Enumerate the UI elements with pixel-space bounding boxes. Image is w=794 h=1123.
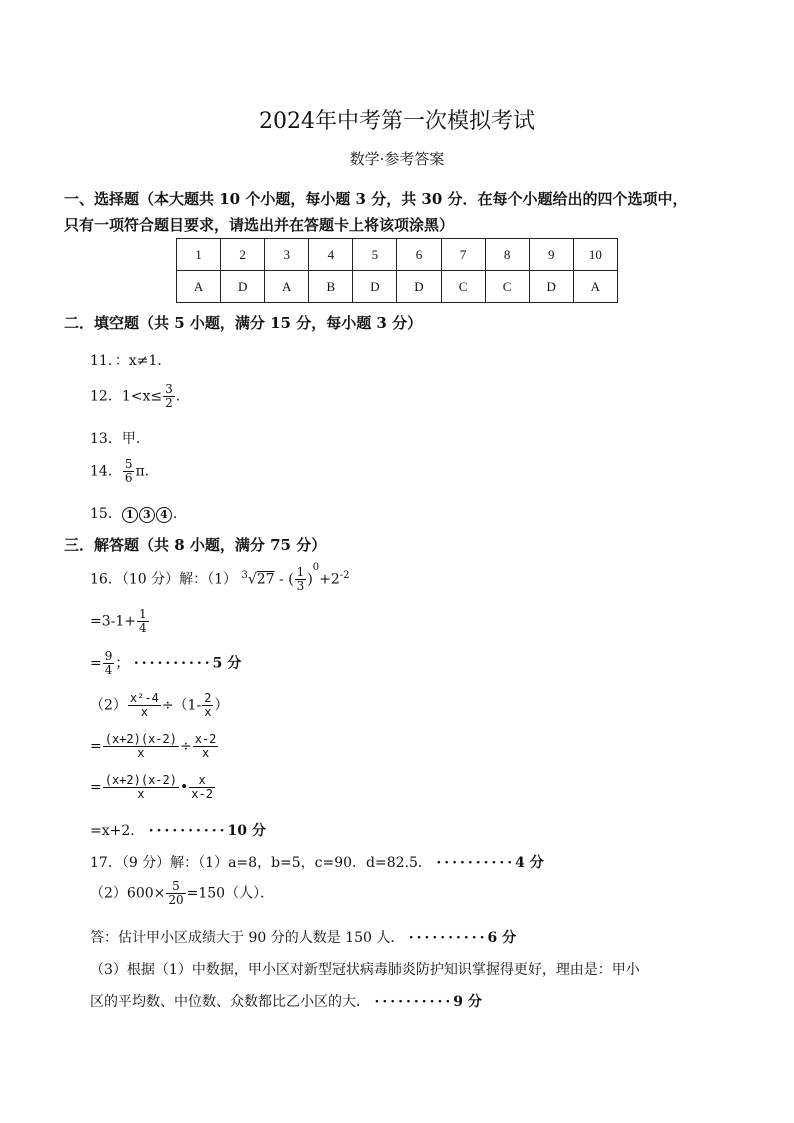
circled-number: 3 [139, 507, 155, 523]
q17-num: 5 [166, 880, 185, 894]
q16p2-l2-op: ÷ [179, 738, 192, 755]
q16-part2-line4 [90, 820, 266, 840]
q16-part2-line2 [90, 733, 219, 760]
question-number: 2 [221, 239, 265, 271]
q17-line2-post: =150（人）． [186, 885, 275, 902]
q16-line3-post: ； [115, 655, 130, 672]
q16p2-l2-num2: x-2 [194, 732, 217, 746]
answer-cell: D [397, 271, 441, 303]
q13-number: 13． [90, 431, 122, 447]
equals: = [90, 738, 102, 755]
q16p2-l3-num1: (x+2)(x-2) [104, 773, 177, 787]
question-number: 8 [485, 239, 529, 271]
q12-suffix: . [175, 388, 181, 405]
q16-head: 16．（10 分）解：（1） [90, 571, 237, 588]
answer-cell: D [529, 271, 573, 303]
question-number: 5 [353, 239, 397, 271]
plus-two: +2 [319, 571, 340, 588]
q16p2-div: ÷（1- [161, 697, 202, 714]
q16p2-close: ） [214, 697, 229, 714]
q12-denominator: 2 [165, 396, 173, 410]
q16p2-fraction1 [128, 692, 161, 719]
q14-numerator: 5 [124, 457, 133, 471]
q16-line3 [90, 650, 241, 677]
part2-label: （2） [90, 697, 127, 714]
q16-line2 [90, 608, 150, 635]
q16p2-l2-fraction1 [103, 733, 179, 760]
q17-line4: （3）根据（1）中数据，甲小区对新型冠状病毒肺炎防护知识掌握得更好，理由是：甲小 [90, 962, 640, 978]
score-label: 6 分 [487, 930, 517, 946]
q16p2-den1: x [140, 705, 148, 719]
question-number: 10 [573, 239, 617, 271]
answer-15 [90, 503, 177, 523]
q15-suffix: . [172, 506, 178, 522]
q13-answer: 甲. [121, 431, 141, 447]
q17-den: 20 [168, 893, 184, 907]
score-dots: ·········· [408, 930, 488, 946]
q16-line2-fraction [137, 608, 149, 635]
q17-line3 [90, 927, 516, 947]
q11-number: 11． [90, 353, 115, 369]
q15-number: 15． [90, 506, 122, 522]
q16-line2-num: 1 [139, 607, 147, 621]
q12-fraction [163, 383, 175, 410]
q16p2-result: =x+2． [90, 823, 145, 839]
q16-line3-fraction [103, 650, 115, 677]
minus-paren: - ( [274, 571, 294, 588]
answer-13 [90, 428, 140, 448]
section2-heading: 二．填空题（共 5 小题，满分 15 分，每小题 3 分） [64, 314, 423, 332]
q16p2-l2-den1: x [137, 746, 145, 760]
answer-cell: A [177, 271, 221, 303]
q17-line5 [90, 991, 482, 1011]
page-title: 2024年中考第一次模拟考试 [259, 109, 535, 134]
answer-cell: A [573, 271, 617, 303]
section3-heading: 三．解答题（共 8 小题，满分 75 分） [64, 536, 327, 554]
answer-11 [90, 350, 162, 370]
circled-number: 4 [156, 507, 172, 523]
q16-part2-line3 [90, 774, 216, 801]
q17-line5-text: 区的平均数、中位数、众数都比乙小区的大． [90, 994, 370, 1010]
q16p2-fraction2 [202, 692, 213, 719]
question-number: 4 [309, 239, 353, 271]
answer-cell: C [485, 271, 529, 303]
q11-answer: ：x≠1. [114, 353, 162, 369]
answer-table-number-row [177, 239, 618, 271]
q17-fraction [166, 880, 185, 907]
q14-number: 14． [90, 463, 122, 480]
answer-cell: D [221, 271, 265, 303]
q16p2-den2: x [204, 705, 212, 719]
q16-frac-den: 3 [296, 579, 305, 593]
q16p2-l3-op: • [179, 779, 189, 796]
q16-line3-den: 4 [104, 663, 113, 677]
paren-close: ) [307, 571, 313, 588]
score-dots: ·········· [374, 994, 454, 1010]
exponent-neg2: -2 [339, 569, 350, 581]
q17-line2 [90, 880, 274, 907]
q12-number: 12． [90, 388, 122, 405]
q16p2-l3-num2: x [189, 774, 215, 788]
answer-table-answer-row [177, 271, 618, 303]
q14-fraction [123, 458, 135, 485]
q17-line3-text: 答：估计甲小区成绩大于 90 分的人数是 150 人． [90, 930, 405, 946]
q16-fraction [295, 566, 307, 593]
answer-12 [90, 383, 180, 410]
circled-number: 1 [122, 507, 138, 523]
section1-heading-line1: 一、选择题（本大题共 10 个小题，每小题 3 分，共 30 分．在每个小题给出的四个选项中， [64, 190, 688, 208]
q16p2-l2-fraction2 [193, 733, 219, 760]
q16p2-l2-num1: (x+2)(x-2) [104, 732, 177, 746]
q17-line2-pre: （2）600× [90, 885, 166, 902]
q16p2-l3-den1: x [137, 787, 145, 801]
answer-table [176, 238, 618, 303]
question-number: 9 [529, 239, 573, 271]
equals: = [90, 779, 102, 796]
q16p2-l3-den2: x-2 [191, 787, 213, 801]
q16p2-num2: 2 [204, 691, 212, 705]
question-number: 6 [397, 239, 441, 271]
answer-cell: A [265, 271, 309, 303]
q16p2-num1: x²-4 [129, 691, 159, 705]
q16p2-l3-fraction2 [189, 774, 215, 801]
score-dots: ·········· [133, 655, 213, 672]
radicand: 27 [256, 571, 275, 588]
answer-14 [90, 458, 149, 485]
radical-sign: √ [247, 571, 257, 588]
answer-cell: B [309, 271, 353, 303]
q16p2-l2-den2: x [201, 746, 210, 760]
q16-line2-den: 4 [139, 621, 147, 635]
score-label: 9 分 [453, 994, 482, 1010]
answer-cell: C [441, 271, 485, 303]
q16-line1 [90, 561, 350, 593]
section1-heading-line2: 只有一项符合题目要求，请选出并在答题卡上将该项涂黑） [64, 216, 455, 234]
score-dots: ·········· [148, 823, 228, 839]
q17-line1-text: 17．（9 分）解：（1）a=8，b=5，c=90．d=82.5． [90, 855, 432, 871]
q16p2-l3-fraction1 [103, 774, 179, 801]
question-number: 1 [177, 239, 221, 271]
score-dots: ·········· [436, 855, 516, 871]
q12-numerator: 3 [165, 382, 173, 396]
q16-line3-num: 9 [104, 649, 113, 663]
q12-prefix: 1<x≤ [121, 388, 163, 405]
score-label: 10 分 [227, 823, 266, 839]
q16-part2-line1 [90, 692, 228, 719]
q14-denominator: 6 [124, 471, 133, 485]
q16-line3-pre: = [90, 655, 102, 672]
exponent-zero: 0 [312, 561, 320, 573]
score-label: 5 分 [212, 655, 242, 672]
answer-cell: D [353, 271, 397, 303]
question-number: 7 [441, 239, 485, 271]
question-number: 3 [265, 239, 309, 271]
root-index: 3 [241, 569, 248, 581]
q14-suffix: π. [135, 463, 150, 480]
q16-line2-pre: =3-1+ [90, 613, 137, 630]
q17-line1 [90, 852, 544, 872]
score-label: 4 分 [515, 855, 544, 871]
page-subtitle: 数学·参考答案 [349, 150, 445, 168]
q16-frac-num: 1 [296, 565, 305, 579]
